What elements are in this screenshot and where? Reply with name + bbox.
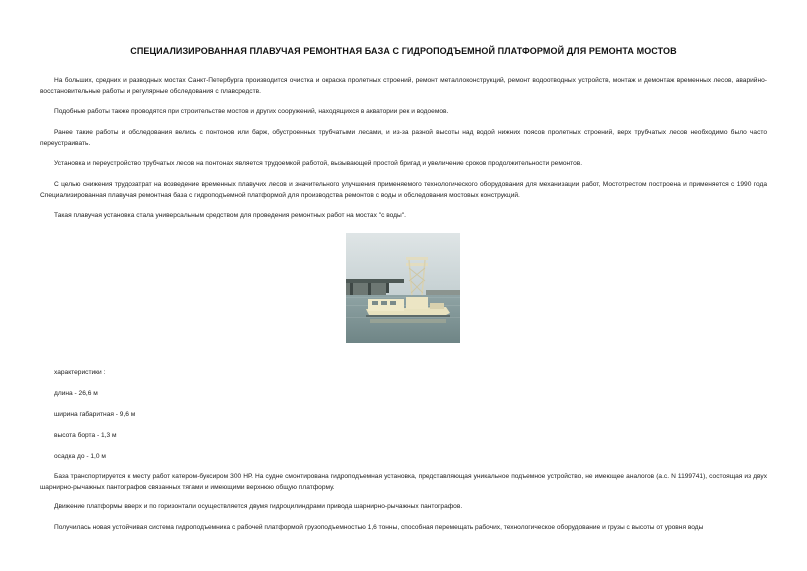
paragraph-6: Такая плавучая установка стала универсальным средством для проведения ремонтных работ на мостах "с воды". (54, 212, 406, 219)
spec-width: ширина габаритная - 9,6 м (54, 411, 136, 418)
paragraph-3: Ранее такие работы и обследования велись с понтонов или барж, обустроенных трубчатыми лесами, и из-за разной высоты над водой нижних поясов пролетных строений, верх трубчатых лесов необходимо было часто переустраивать. (40, 129, 767, 147)
spec-board-height: высота борта - 1,3 м (54, 432, 117, 439)
paragraph-9: Получилась новая устойчивая система гидроподъемника с рабочей платформой грузоподъемностью 1,6 тонны, способная перемещать рабочих, технологическое оборудование и грузы с высоты от уровня воды (54, 524, 704, 531)
paragraph-5: С целью снижения трудозатрат на возведение временных плавучих лесов и значительного улучшения применяемого технологического оборудования для механизации работ, Мостотрестом построена и применяется с 1990 года Специализированная плавучая ремонтная база с гидроподъемной платформой для производства ремонтов с воды и обследования мостовых конструкций. (40, 181, 767, 199)
floating-repair-base-photo (346, 233, 460, 343)
spec-draft: осадка до - 1,0 м (54, 453, 106, 460)
spec-heading: характеристики : (54, 369, 106, 376)
page-title: СПЕЦИАЛИЗИРОВАННАЯ ПЛАВУЧАЯ РЕМОНТНАЯ БАЗА С ГИДРОПОДЪЕМНОЙ ПЛАТФОРМОЙ ДЛЯ РЕМОНТА МОСТОВ (130, 46, 677, 56)
paragraph-8: Движение платформы вверх и по горизонтали осуществляется двумя гидроцилиндрами привода шарнирно-рычажных пантографов. (54, 503, 463, 510)
paragraph-1: На больших, средних и разводных мостах Санкт-Петербурга производится очистка и окраска пролетных строений, ремонт металлоконструкций, ремонт водоотводных устройств, монтаж и демонтаж временных лесов, аварийно-восстановительные работы и регулярные обследования с плавсредств. (40, 77, 767, 95)
paragraph-2: Подобные работы также проводятся при строительстве мостов и других сооружений, находящихся в акватории рек и водоемов. (54, 108, 449, 115)
spec-length: длина - 26,6 м (54, 390, 98, 397)
paragraph-7: База транспортируется к месту работ катером-буксиром 300 НР. На судне смонтирована гидроподъемная установка, представляющая уникальное подъемное устройство, не имеющее аналогов (а.с. N 1199741), состоящая из двух шарнирно-рычажных пантографов связанных тягами и имеющими верхнюю общую платформу. (40, 473, 767, 491)
paragraph-4: Установка и переустройство трубчатых лесов на понтонах является трудоемкой работой, вызывающей простой бригад и увеличение сроков продолжительности ремонтов. (54, 160, 583, 167)
